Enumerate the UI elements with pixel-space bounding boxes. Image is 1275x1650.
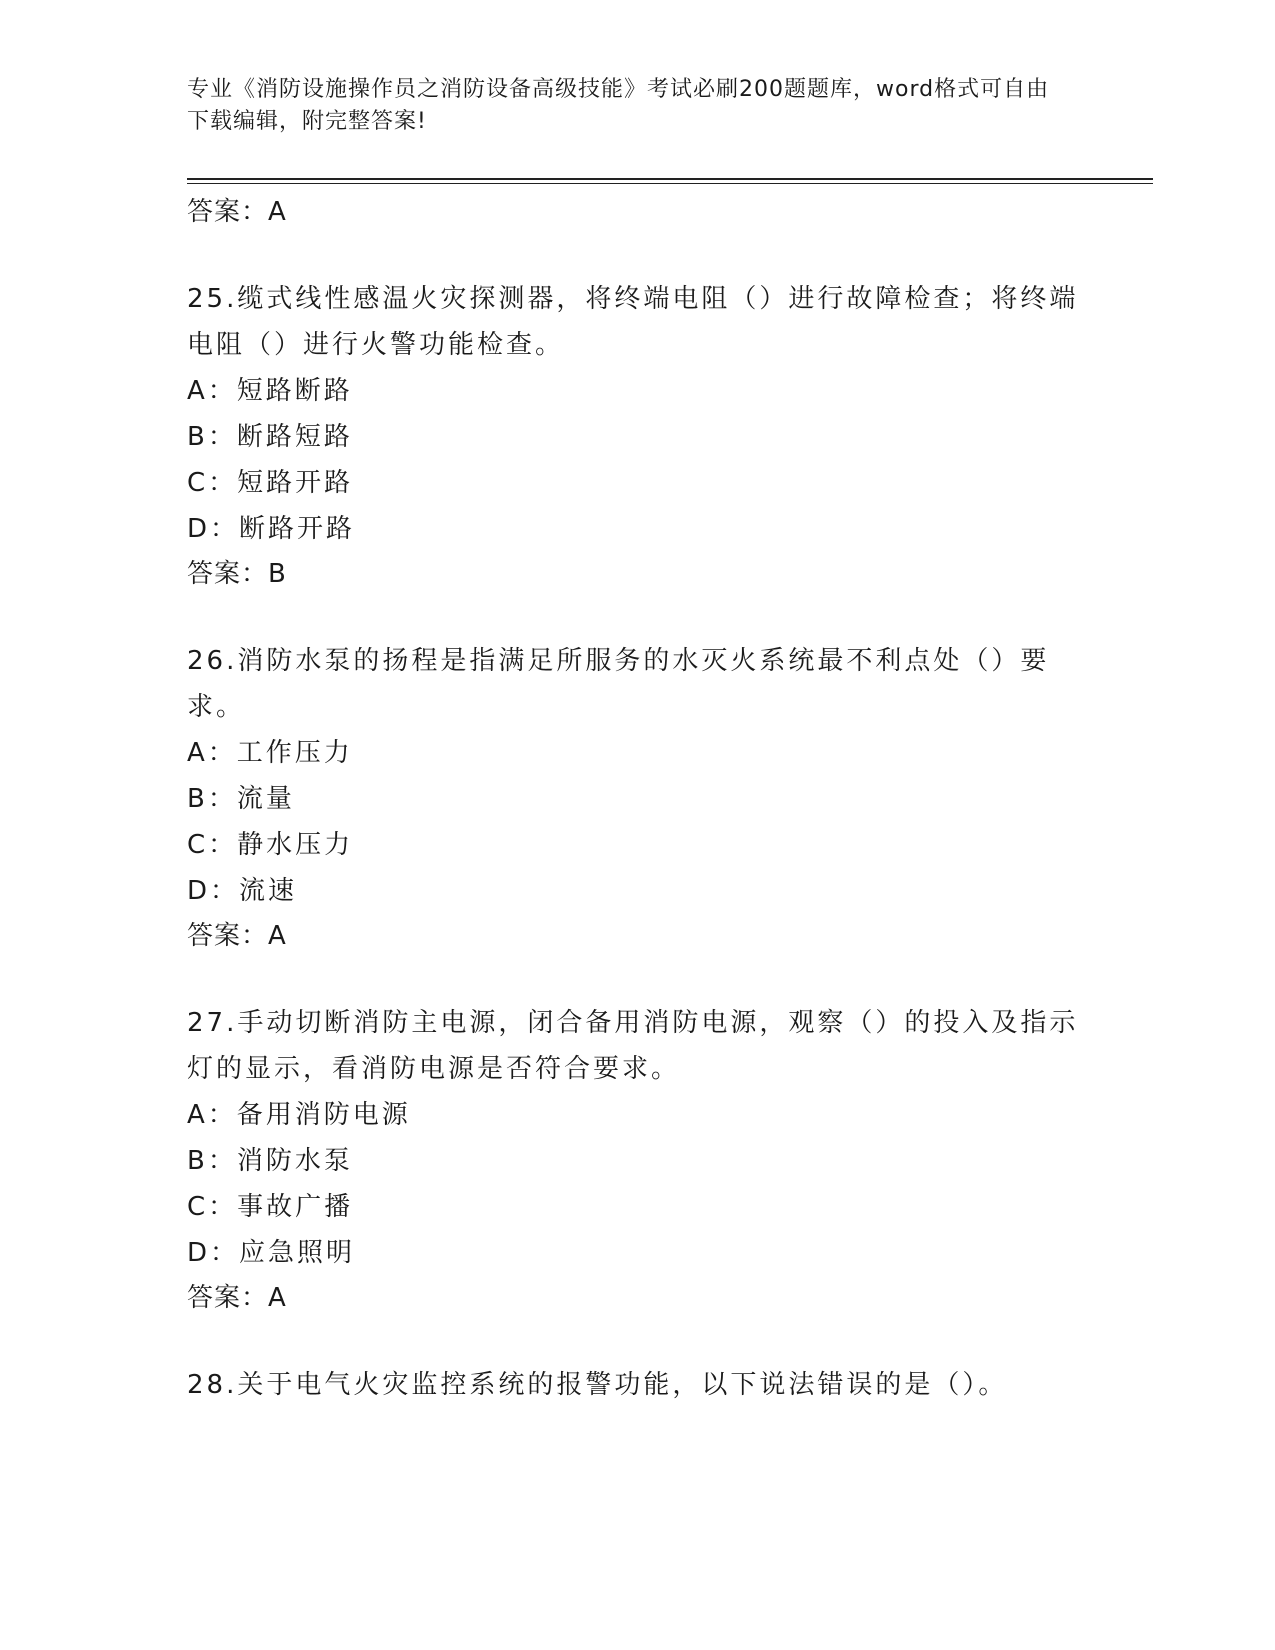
option-a: A：工作压力 — [187, 738, 353, 768]
question-25 — [187, 276, 1087, 596]
question-stem: 25.缆式线性感温火灾探测器，将终端电阻（）进行故障检查；将终端电阻（）进行火警功能检查。 — [187, 284, 1079, 360]
option-b: B：断路短路 — [187, 422, 353, 452]
question-stem: 26.消防水泵的扬程是指满足所服务的水灭火系统最不利点处（）要求。 — [187, 646, 1050, 722]
option-b: B：消防水泵 — [187, 1146, 353, 1176]
document-header: 专业《消防设施操作员之消防设备高级技能》考试必刷200题题库，word格式可自由下载编辑，附完整答案! — [187, 77, 1050, 134]
option-d: D：流速 — [187, 876, 298, 906]
question-stem: 28.关于电气火灾监控系统的报警功能，以下说法错误的是（）。 — [187, 1370, 1008, 1400]
question-27 — [187, 1000, 1087, 1320]
answer-line: 答案：A — [187, 197, 287, 227]
option-a: A：短路断路 — [187, 376, 353, 406]
option-d: D：应急照明 — [187, 1238, 356, 1268]
option-b: B：流量 — [187, 784, 295, 814]
option-a: A：备用消防电源 — [187, 1100, 411, 1130]
question-list — [187, 190, 1087, 1408]
header-rule-thick — [187, 178, 1153, 180]
answer-line: 答案：B — [187, 559, 287, 589]
answer-line: 答案：A — [187, 921, 287, 951]
header-rule-thin — [187, 183, 1153, 184]
question-stem: 27.手动切断消防主电源，闭合备用消防电源，观察（）的投入及指示灯的显示，看消防电源是否符合要求。 — [187, 1008, 1079, 1084]
option-d: D：断路开路 — [187, 514, 356, 544]
question-26 — [187, 638, 1087, 958]
option-c: C：事故广播 — [187, 1192, 354, 1222]
answer-line: 答案：A — [187, 1283, 287, 1313]
option-c: C：短路开路 — [187, 468, 354, 498]
question-28 — [187, 1362, 1087, 1408]
option-c: C：静水压力 — [187, 830, 354, 860]
